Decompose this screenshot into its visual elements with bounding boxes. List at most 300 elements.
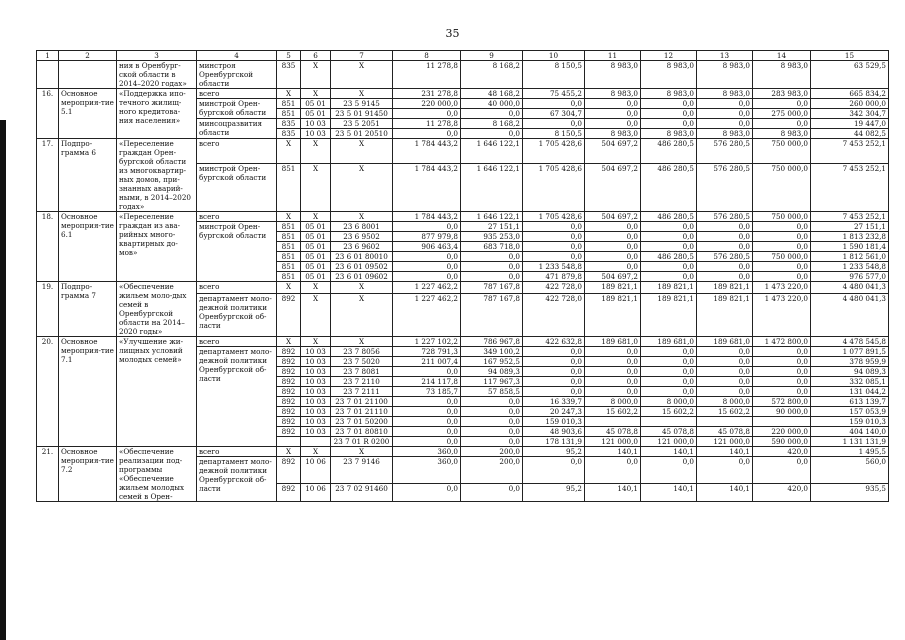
table-cell: 504 697,2 — [585, 164, 641, 212]
table-cell: департамент моло-дежной политики Оренбургской об-ласти — [197, 293, 277, 336]
table-cell: 1 812 561,0 — [811, 252, 889, 262]
table-cell: 486 280,5 — [641, 139, 697, 164]
table-cell: 0,0 — [461, 407, 523, 417]
table-cell: 10 03 — [301, 347, 331, 357]
table-cell: 0,0 — [461, 437, 523, 447]
table-cell: 471 879,8 — [523, 272, 585, 282]
table-cell: 0,0 — [697, 99, 753, 109]
table-cell: 140,1 — [641, 447, 697, 457]
table-cell: «Переселение граждан Орен-бургской области из многоквартир-ных домов, при-знанных аварий-ными, в 2014–2020 годах» — [117, 139, 197, 212]
header-cell: 13 — [697, 51, 753, 61]
table-cell: 44 082,5 — [811, 129, 889, 139]
table-cell: 73 185,7 — [393, 387, 461, 397]
table-cell: 23 7 2110 — [331, 377, 393, 387]
table-cell: Основное мероприя-тие 7.2 — [59, 447, 117, 502]
table-cell: минстрой Орен-бургской области — [197, 99, 277, 119]
table-cell: Основное мероприя-тие 7.1 — [59, 337, 117, 447]
table-cell: Х — [277, 89, 301, 99]
table-cell: 15 602,2 — [585, 407, 641, 417]
table-cell: минстрой Орен-бургской области — [197, 164, 277, 212]
table-cell: 0,0 — [753, 457, 811, 484]
table-cell: Х — [331, 293, 393, 336]
table-body — [37, 51, 889, 502]
table-cell: 200,0 — [461, 447, 523, 457]
table-cell: 0,0 — [697, 222, 753, 232]
table-cell: 0,0 — [753, 347, 811, 357]
table-cell: 504 697,2 — [585, 212, 641, 222]
table-cell: 18. — [37, 212, 59, 282]
table-cell: 200,0 — [461, 457, 523, 484]
table-cell: 0,0 — [697, 262, 753, 272]
table-cell: 0,0 — [697, 109, 753, 119]
table-cell: 8 983,0 — [585, 129, 641, 139]
table-cell: 275 000,0 — [753, 109, 811, 119]
table-cell: 1 646 122,1 — [461, 212, 523, 222]
table-cell: 8 000,0 — [585, 397, 641, 407]
table-cell: 23 5 9145 — [331, 99, 393, 109]
table-cell: 0,0 — [523, 242, 585, 252]
table-cell: 167 952,5 — [461, 357, 523, 367]
table-cell: 422 728,0 — [523, 282, 585, 294]
table-cell: Х — [301, 139, 331, 164]
table-cell: Основное мероприя-тие 5.1 — [59, 89, 117, 139]
table-cell: 231 278,8 — [393, 89, 461, 99]
table-cell: 332 085,1 — [811, 377, 889, 387]
table-cell: 7 453 252,1 — [811, 139, 889, 164]
table-cell: 342 304,7 — [811, 109, 889, 119]
table-cell: 10 06 — [301, 483, 331, 502]
table-cell: 1 646 122,1 — [461, 164, 523, 212]
table-cell: 0,0 — [641, 109, 697, 119]
table-cell: 1 473 220,0 — [753, 282, 811, 294]
table-cell: 19 447,0 — [811, 119, 889, 129]
table-cell: 0,0 — [461, 397, 523, 407]
table-cell: 1 813 232,8 — [811, 232, 889, 242]
table-row — [37, 282, 889, 294]
table-cell: 05 01 — [301, 242, 331, 252]
page-number: 35 — [445, 27, 460, 40]
table-cell: 0,0 — [641, 387, 697, 397]
table-cell: 17. — [37, 139, 59, 212]
table-cell: 892 — [277, 357, 301, 367]
table-cell: 0,0 — [585, 457, 641, 484]
table-cell: 0,0 — [461, 252, 523, 262]
table-cell: 0,0 — [697, 377, 753, 387]
table-cell: 576 280,5 — [697, 252, 753, 262]
table-cell: 0,0 — [523, 119, 585, 129]
table-cell: 0,0 — [393, 427, 461, 437]
header-cell: 9 — [461, 51, 523, 61]
table-cell: ния в Оренбург-ской области в 2014–2020 годах» — [117, 61, 197, 89]
table-cell: 10 03 — [301, 417, 331, 427]
header-cell: 8 — [393, 51, 461, 61]
table-cell: Х — [301, 293, 331, 336]
table-cell: 835 — [277, 61, 301, 89]
table-cell: 1 227 462,2 — [393, 293, 461, 336]
table-cell: Х — [301, 282, 331, 294]
table-cell: 8 983,0 — [585, 89, 641, 99]
table-cell: 0,0 — [585, 252, 641, 262]
table-cell — [37, 61, 59, 89]
table-cell: 1 646 122,1 — [461, 139, 523, 164]
table-cell — [277, 437, 301, 447]
table-cell: 0,0 — [585, 357, 641, 367]
table-cell: 189 821,1 — [697, 282, 753, 294]
table-cell: 0,0 — [585, 232, 641, 242]
header-cell: 10 — [523, 51, 585, 61]
table-cell: 360,0 — [393, 447, 461, 457]
table-cell: 23 6 9602 — [331, 242, 393, 252]
table-cell: 0,0 — [753, 99, 811, 109]
table-cell: 851 — [277, 222, 301, 232]
table-cell: 0,0 — [753, 222, 811, 232]
table-cell: 23 6 01 80010 — [331, 252, 393, 262]
table-cell: Х — [301, 447, 331, 457]
table-cell: 15 602,2 — [641, 407, 697, 417]
table-cell: 0,0 — [393, 417, 461, 427]
table-cell: 45 078,8 — [641, 427, 697, 437]
table-cell: 0,0 — [585, 109, 641, 119]
table-cell: минстроя Оренбургской области — [197, 61, 277, 89]
header-cell: 12 — [641, 51, 697, 61]
table-cell: 23 6 01 09502 — [331, 262, 393, 272]
table-cell: Х — [301, 164, 331, 212]
table-cell: 892 — [277, 457, 301, 484]
table-cell: 75 455,2 — [523, 89, 585, 99]
table-cell: 8 983,0 — [641, 89, 697, 99]
table-cell: 420,0 — [753, 483, 811, 502]
table-cell: 378 959,9 — [811, 357, 889, 367]
table-cell: 189 821,1 — [641, 293, 697, 336]
table-cell: Х — [301, 212, 331, 222]
table-cell: 504 697,2 — [585, 272, 641, 282]
table-cell: 0,0 — [523, 222, 585, 232]
table-cell: 0,0 — [641, 347, 697, 357]
table-cell: 1 784 443,2 — [393, 164, 461, 212]
table-cell: Подпро-грамма 7 — [59, 282, 117, 337]
table-cell: 0,0 — [753, 232, 811, 242]
table-cell: 10 03 — [301, 357, 331, 367]
table-row — [37, 139, 889, 164]
table-cell: 283 983,0 — [753, 89, 811, 99]
table-row — [37, 337, 889, 347]
table-cell: 23 7 01 21110 — [331, 407, 393, 417]
table-cell: 665 834,2 — [811, 89, 889, 99]
table-cell: 131 044,2 — [811, 387, 889, 397]
table-cell: 23 7 01 R 0200 — [331, 437, 393, 447]
table-cell: «Обеспечение реализации под-программы «Обеспечение жильем молодых семей в Орен- — [117, 447, 197, 502]
table-cell: 0,0 — [523, 252, 585, 262]
table-cell: 8 983,0 — [697, 61, 753, 89]
table-cell: 4 478 545,8 — [811, 337, 889, 347]
table-cell: 560,0 — [811, 457, 889, 484]
table-cell: 178 131,9 — [523, 437, 585, 447]
table-cell: 140,1 — [697, 483, 753, 502]
table-row — [37, 61, 889, 89]
header-cell: 4 — [197, 51, 277, 61]
table-cell: 0,0 — [641, 272, 697, 282]
table-cell: 23 7 5020 — [331, 357, 393, 367]
table-cell: 851 — [277, 109, 301, 119]
table-cell: 10 03 — [301, 129, 331, 139]
table-cell: 0,0 — [753, 367, 811, 377]
table-cell: «Улучшение жи-лищных условий молодых семей» — [117, 337, 197, 447]
table-cell: 0,0 — [393, 437, 461, 447]
table-row — [37, 89, 889, 99]
table-cell: 21. — [37, 447, 59, 502]
table-cell — [585, 417, 641, 427]
table-cell: 16 339,7 — [523, 397, 585, 407]
table-cell: 1 705 428,6 — [523, 164, 585, 212]
table-cell: 140,1 — [697, 447, 753, 457]
header-cell: 11 — [585, 51, 641, 61]
table-cell: 0,0 — [641, 377, 697, 387]
table-cell: 4 480 041,3 — [811, 293, 889, 336]
table-cell: 576 280,5 — [697, 212, 753, 222]
table-cell: Х — [331, 164, 393, 212]
table-cell: 10 03 — [301, 119, 331, 129]
table-cell: Х — [331, 282, 393, 294]
table-cell: 8 983,0 — [585, 61, 641, 89]
table-cell: 189 681,0 — [697, 337, 753, 347]
table-cell: «Переселение граждан из ава-рийных много-квартирных до-мов» — [117, 212, 197, 282]
table-cell: 0,0 — [585, 119, 641, 129]
table-cell: 0,0 — [523, 377, 585, 387]
table-cell: 0,0 — [393, 252, 461, 262]
table-cell: Х — [331, 61, 393, 89]
table-cell: 10 03 — [301, 387, 331, 397]
table-cell: 140,1 — [585, 447, 641, 457]
table-row — [37, 447, 889, 457]
header-cell: 2 — [59, 51, 117, 61]
budget-table — [36, 50, 889, 502]
table-cell: 0,0 — [585, 262, 641, 272]
table-cell: 8 000,0 — [641, 397, 697, 407]
table-cell: 892 — [277, 427, 301, 437]
table-cell: «Обеспечение жильем моло-дых семей в Оренбургской области на 2014–2020 годы» — [117, 282, 197, 337]
table-cell: 0,0 — [753, 272, 811, 282]
table-cell: 892 — [277, 367, 301, 377]
table-cell: 0,0 — [697, 119, 753, 129]
table-cell: 23 7 8056 — [331, 347, 393, 357]
table-cell: 0,0 — [697, 457, 753, 484]
table-cell: 0,0 — [393, 407, 461, 417]
table-cell: 0,0 — [523, 232, 585, 242]
table-cell: 1 495,5 — [811, 447, 889, 457]
table-cell: 851 — [277, 252, 301, 262]
table-cell: всего — [197, 89, 277, 99]
table-cell: 787 167,8 — [461, 293, 523, 336]
table-cell: 0,0 — [641, 119, 697, 129]
table-cell: 15 602,2 — [697, 407, 753, 417]
table-cell: 0,0 — [393, 272, 461, 282]
table-cell: 0,0 — [697, 357, 753, 367]
table-cell: 486 280,5 — [641, 212, 697, 222]
table-cell: 1 233 548,8 — [523, 262, 585, 272]
table-cell: 23 7 01 80810 — [331, 427, 393, 437]
table-cell: 10 03 — [301, 377, 331, 387]
table-cell: всего — [197, 212, 277, 222]
table-cell: 0,0 — [641, 367, 697, 377]
table-cell: 8 983,0 — [697, 89, 753, 99]
table-cell: 422 632,8 — [523, 337, 585, 347]
table-cell: 1 705 428,6 — [523, 212, 585, 222]
table-cell: 1 784 443,2 — [393, 212, 461, 222]
table-cell: 11 278,8 — [393, 119, 461, 129]
table-cell: 0,0 — [523, 367, 585, 377]
table-cell: 613 139,7 — [811, 397, 889, 407]
table-cell: 189 681,0 — [585, 337, 641, 347]
table-cell: 23 7 8081 — [331, 367, 393, 377]
table-cell: 189 821,1 — [585, 293, 641, 336]
table-cell: 0,0 — [641, 222, 697, 232]
table-cell: 0,0 — [753, 242, 811, 252]
table-cell: Х — [277, 447, 301, 457]
table-cell: 0,0 — [393, 222, 461, 232]
table-cell: 422 728,0 — [523, 293, 585, 336]
table-cell: 728 791,3 — [393, 347, 461, 357]
table-cell: 95,2 — [523, 483, 585, 502]
table-cell: минсоцразвития области — [197, 119, 277, 139]
table-cell: 63 529,5 — [811, 61, 889, 89]
table-cell: 45 078,8 — [585, 427, 641, 437]
table-cell: 20. — [37, 337, 59, 447]
table-cell: 23 7 2111 — [331, 387, 393, 397]
table-cell: 0,0 — [585, 367, 641, 377]
table-cell: 486 280,5 — [641, 164, 697, 212]
table-cell: 67 304,7 — [523, 109, 585, 119]
table-cell: 0,0 — [523, 357, 585, 367]
table-cell: 1 784 443,2 — [393, 139, 461, 164]
table-cell: 851 — [277, 164, 301, 212]
header-cell: 1 — [37, 51, 59, 61]
scan-edge — [0, 120, 6, 640]
table-cell: 0,0 — [585, 347, 641, 357]
table-cell: 1 472 800,0 — [753, 337, 811, 347]
header-row — [37, 51, 889, 61]
table-cell: 214 117,8 — [393, 377, 461, 387]
table-cell: 121 000,0 — [641, 437, 697, 447]
header-cell: 7 — [331, 51, 393, 61]
table-cell: 8 000,0 — [697, 397, 753, 407]
table-cell: Х — [301, 61, 331, 89]
table-cell: 95,2 — [523, 447, 585, 457]
table-cell: 0,0 — [753, 357, 811, 367]
table-cell: 159 010,3 — [811, 417, 889, 427]
table-cell: Х — [331, 139, 393, 164]
table-cell: 0,0 — [697, 367, 753, 377]
table-cell: 05 01 — [301, 252, 331, 262]
table-cell: Х — [331, 447, 393, 457]
table-cell: 0,0 — [753, 262, 811, 272]
table-cell: 349 100,2 — [461, 347, 523, 357]
table-cell: 189 821,1 — [585, 282, 641, 294]
table-cell: 8 983,0 — [641, 129, 697, 139]
table-cell: 189 821,1 — [641, 282, 697, 294]
table-cell: всего — [197, 139, 277, 164]
table-cell: 0,0 — [641, 242, 697, 252]
table-cell: 23 6 9502 — [331, 232, 393, 242]
table-cell: 57 858,5 — [461, 387, 523, 397]
table-cell: 10 03 — [301, 367, 331, 377]
table-cell: Подпро-грамма 6 — [59, 139, 117, 212]
table-cell: 0,0 — [697, 232, 753, 242]
table-cell: 211 007,4 — [393, 357, 461, 367]
table-cell: 892 — [277, 417, 301, 427]
table-cell: 0,0 — [461, 262, 523, 272]
table-cell: 05 01 — [301, 109, 331, 119]
table-cell: 27 151,1 — [461, 222, 523, 232]
table-cell: 0,0 — [461, 272, 523, 282]
table-cell: Х — [331, 337, 393, 347]
table-cell: 572 800,0 — [753, 397, 811, 407]
table-cell: 220 000,0 — [393, 99, 461, 109]
table-cell: 0,0 — [393, 397, 461, 407]
table-cell: 23 5 01 91450 — [331, 109, 393, 119]
table-cell: 750 000,0 — [753, 139, 811, 164]
table-cell: 0,0 — [753, 387, 811, 397]
table-cell: 892 — [277, 397, 301, 407]
table-cell: 94 089,3 — [811, 367, 889, 377]
table-cell: Х — [277, 282, 301, 294]
table-cell: Х — [301, 89, 331, 99]
table-cell — [753, 417, 811, 427]
table-cell: 159 010,3 — [523, 417, 585, 427]
table-cell: 23 6 01 09602 — [331, 272, 393, 282]
table-cell: 220 000,0 — [753, 427, 811, 437]
table-cell: 0,0 — [523, 387, 585, 397]
table-cell: 1 473 220,0 — [753, 293, 811, 336]
table-cell: 121 000,0 — [697, 437, 753, 447]
table-cell: 851 — [277, 99, 301, 109]
table-cell: 0,0 — [585, 387, 641, 397]
table-cell: минстрой Орен-бургской области — [197, 222, 277, 282]
table-cell: 892 — [277, 293, 301, 336]
table-cell: 0,0 — [753, 119, 811, 129]
table-cell: 0,0 — [393, 262, 461, 272]
table-cell: 906 463,4 — [393, 242, 461, 252]
table-cell: 892 — [277, 407, 301, 417]
table-cell: 504 697,2 — [585, 139, 641, 164]
table-cell: 19. — [37, 282, 59, 337]
table-cell: 260 000,0 — [811, 99, 889, 109]
table-cell: 0,0 — [641, 457, 697, 484]
table-cell: 23 7 01 21100 — [331, 397, 393, 407]
table-cell: Х — [277, 337, 301, 347]
table-row — [37, 212, 889, 222]
table-cell: 683 718,0 — [461, 242, 523, 252]
header-cell: 3 — [117, 51, 197, 61]
table-cell: 8 983,0 — [753, 129, 811, 139]
table-cell: 05 01 — [301, 232, 331, 242]
header-cell: 15 — [811, 51, 889, 61]
table-cell: 05 01 — [301, 272, 331, 282]
table-cell: 835 — [277, 129, 301, 139]
table-cell: 1 227 462,2 — [393, 282, 461, 294]
table-cell: Х — [277, 139, 301, 164]
table-cell: 1 590 181,4 — [811, 242, 889, 252]
table-cell: 0,0 — [523, 457, 585, 484]
table-cell: 0,0 — [753, 377, 811, 387]
table-cell: 750 000,0 — [753, 212, 811, 222]
table-cell: 0,0 — [697, 347, 753, 357]
table-cell: 16. — [37, 89, 59, 139]
table-cell: 23 6 8001 — [331, 222, 393, 232]
table-cell: 117 967,3 — [461, 377, 523, 387]
table-cell: 486 280,5 — [641, 252, 697, 262]
table-cell: 0,0 — [393, 483, 461, 502]
table-cell: 892 — [277, 387, 301, 397]
